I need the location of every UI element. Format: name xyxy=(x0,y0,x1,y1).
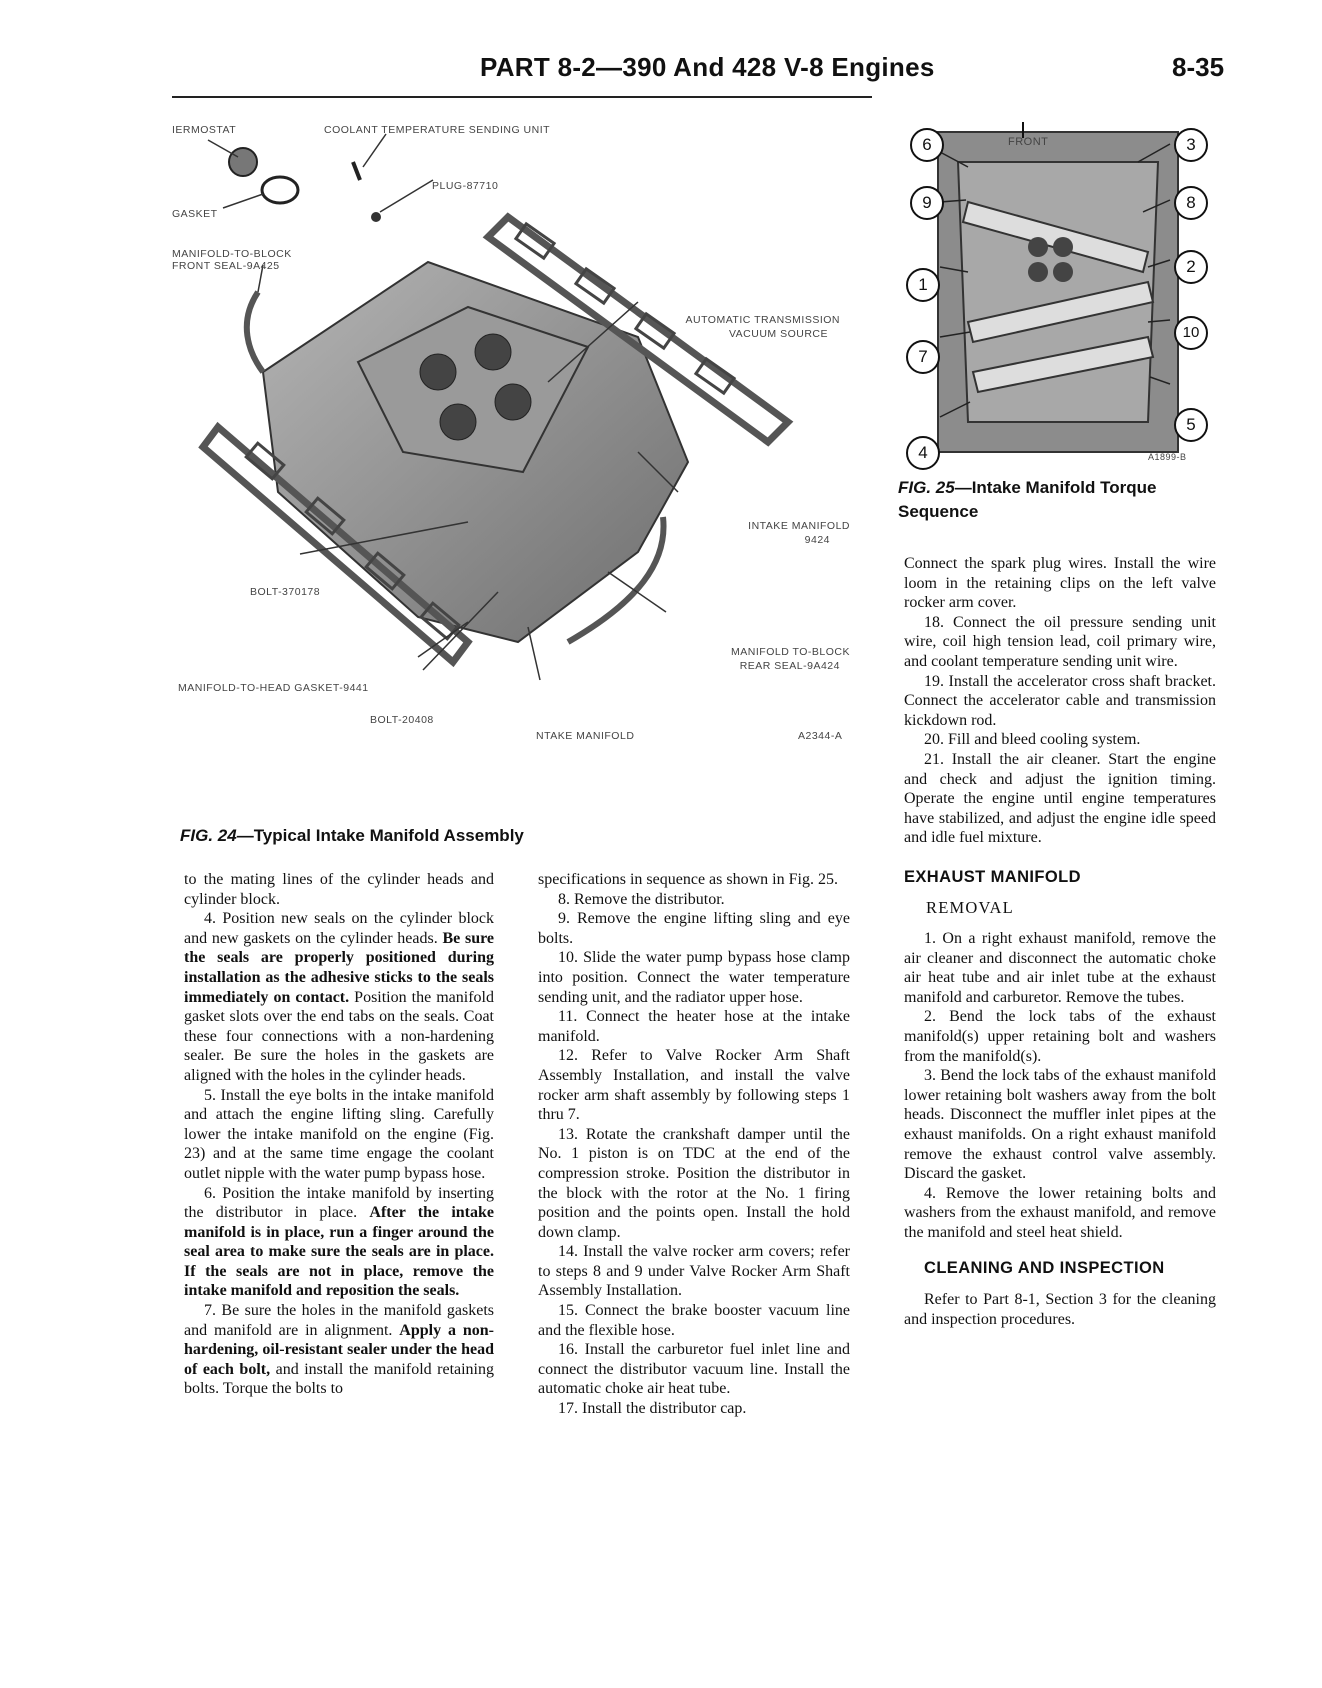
text-column-1 xyxy=(184,870,494,1399)
callout-head-gasket: MANIFOLD-TO-HEAD GASKET-9441 xyxy=(178,682,369,694)
callout-auto-trans-line1: AUTOMATIC TRANSMISSION xyxy=(685,314,840,326)
col2-step-12: 12. Refer to Valve Rocker Arm Shaft Assembly Installation, and install the valve rocker arm shaft assembly by following steps 1 thru 7. xyxy=(538,1047,850,1124)
col1-step-4-c: Position the manifold gasket slots over the end tabs on the seals. Coat these four connections with a non-hardening sealer. Be sure the holes in the gaskets are aligned with the holes in the cylinder heads. xyxy=(184,988,494,1084)
col2-step-16: 16. Install the carburetor fuel inlet line and connect the distributor vacuum line. Install the automatic choke air heat tube. xyxy=(538,1341,850,1398)
col2-step-15: 15. Connect the brake booster vacuum line and the flexible hose. xyxy=(538,1302,850,1339)
col1-step-4-bold: Be sure the seals are properly positioned during installation as the adhesive sticks to the seals immediately on contact. xyxy=(184,929,495,1006)
col2-paragraph-1: specifications in sequence as shown in Fig. 25. xyxy=(538,871,838,888)
col1-paragraph-1: to the mating lines of the cylinder heads and cylinder block. xyxy=(184,871,494,908)
torque-bolt-10: 10 xyxy=(1174,316,1208,350)
exhaust-manifold-heading: EXHAUST MANIFOLD xyxy=(904,867,1081,886)
col2-step-17: 17. Install the distributor cap. xyxy=(558,1400,747,1418)
torque-bolt-6: 6 xyxy=(910,128,944,162)
torque-bolt-9: 9 xyxy=(910,186,944,220)
col3-cleaning-paragraph: Refer to Part 8-1, Section 3 for the cleaning and inspection procedures. xyxy=(904,1291,1216,1328)
torque-bolt-1: 1 xyxy=(906,268,940,302)
torque-bolt-7: 7 xyxy=(906,340,940,374)
col2-step-14: 14. Install the valve rocker arm covers; refer to steps 8 and 9 under Valve Rocker Arm Shaft Assembly Installation. xyxy=(538,1243,850,1300)
callout-bolt-1: BOLT-370178 xyxy=(250,586,321,598)
col1-step-6-a: 6. Position the intake manifold by inserting the distributor in place. xyxy=(184,1184,494,1222)
col3-removal-step-3: 3. Bend the lock tabs of the exhaust manifold lower retaining bolt washers away from the bolt heads. Disconnect the muffler inlet pipes at the exhaust manifolds. On a right exhaust manifold remove the exhaust control valve assembly. Discard the gasket. xyxy=(904,1067,1216,1183)
callout-rear-seal-line2: REAR SEAL-9A424 xyxy=(739,660,840,672)
callout-plug: PLUG-87710 xyxy=(432,180,499,192)
callout-bolt-2: BOLT-20408 xyxy=(370,714,434,726)
callout-auto-trans-line2: VACUUM SOURCE xyxy=(728,328,828,340)
cleaning-inspection-heading: CLEANING AND INSPECTION xyxy=(924,1258,1165,1277)
col1-step-4-a: 4. Position new seals on the cylinder block and new gaskets on the cylinder heads. xyxy=(184,910,494,947)
figure-25-front-label: FRONT xyxy=(1008,136,1049,148)
callout-rear-seal-line1: MANIFOLD TO-BLOCK xyxy=(731,646,850,658)
col3-paragraph-1: Connect the spark plug wires. Install the wire loom in the retaining clips on the left valve rocker arm cover. xyxy=(904,555,1216,612)
torque-bolt-2: 2 xyxy=(1174,250,1208,284)
torque-bolt-4: 4 xyxy=(906,436,940,470)
callout-intake-manifold-line2: 9424 xyxy=(804,534,830,546)
figure-25-caption-number: FIG. 25 xyxy=(898,478,955,497)
callout-intake-manifold-line1: INTAKE MANIFOLD xyxy=(748,520,850,532)
col2-step-11: 11. Connect the heater hose at the intake manifold. xyxy=(538,1008,850,1045)
col2-step-9: 9. Remove the engine lifting sling and eye bolts. xyxy=(538,910,850,947)
callout-thermostat: IERMOSTAT xyxy=(172,124,237,136)
col1-step-6-bold: After the intake manifold is in place, run a finger around the seal area to make sure the seals are in place. If the seals are not in place, remove the intake manifold and reposition the seals. xyxy=(184,1204,495,1300)
col1-step-6 xyxy=(184,1184,494,1302)
torque-bolt-8: 8 xyxy=(1174,186,1208,220)
col3-removal-step-1: 1. On a right exhaust manifold, remove the air cleaner and disconnect the automatic choke air heat tube and air inlet tube at the exhaust manifold and carburetor. Remove the tubes. xyxy=(904,930,1216,1006)
col2-step-8: 8. Remove the distributor. xyxy=(558,890,725,908)
figure-24-caption xyxy=(180,826,524,846)
col3-step-18: 18. Connect the oil pressure sending unit wire, coil high tension lead, coil primary wire, and coolant temperature sending unit wire. xyxy=(904,613,1216,670)
col1-step-5: 5. Install the eye bolts in the intake manifold and attach the engine lifting sling. Carefully lower the intake manifold on the engine (Fig. 23) and at the same time engage the coolant outlet nipple with the water pump bypass hose. xyxy=(184,1086,494,1182)
torque-bolt-3: 3 xyxy=(1174,128,1208,162)
callout-coolant-sending-unit: COOLANT TEMPERATURE SENDING UNIT xyxy=(324,124,551,136)
col2-step-10: 10. Slide the water pump bypass hose clamp into position. Connect the water temperature sending unit, and the radiator upper hose. xyxy=(538,949,850,1006)
figure-24-caption-number: FIG. 24 xyxy=(180,826,237,845)
callout-gasket: GASKET xyxy=(172,208,218,220)
col3-removal-step-2: 2. Bend the lock tabs of the exhaust manifold(s) upper retaining bolt and washers from the manifold(s). xyxy=(904,1008,1216,1065)
callout-front-seal-line2: FRONT SEAL-9A425 xyxy=(172,260,280,272)
col1-step-7-c: and install the manifold retaining bolts. Torque the bolts to xyxy=(184,1360,494,1398)
removal-heading: REMOVAL xyxy=(926,897,1014,917)
col1-step-7-bold: Apply a non-hardening, oil-resistant sealer under the head of each bolt, xyxy=(184,1321,495,1378)
col1-step-4 xyxy=(184,909,494,1085)
col3-step-21: 21. Install the air cleaner. Start the engine and check and adjust the ignition timing. Operate the engine until engine temperatures have stabilized, and adjust the engine idle speed and idle fuel mixture. xyxy=(904,750,1216,847)
col2-step-13: 13. Rotate the crankshaft damper until the No. 1 piston is on TDC at the end of the compression stroke. Position the distributor in the block with the rotor at the No. 1 firing position and the points open. Install the hold down clamp. xyxy=(538,1125,850,1241)
col1-step-7 xyxy=(184,1301,494,1399)
figure-25-caption-text: —Intake Manifold Torque Sequence xyxy=(898,478,1157,521)
callout-front-seal-line1: MANIFOLD-TO-BLOCK xyxy=(172,248,292,260)
header-rule xyxy=(172,96,872,98)
col3-removal-step-4: 4. Remove the lower retaining bolts and washers from the exhaust manifold, and remove the manifold and steel heat shield. xyxy=(904,1184,1216,1241)
page-number: 8-35 xyxy=(1172,52,1225,82)
figure-25-illustration xyxy=(898,122,1213,470)
col3-step-19: 19. Install the accelerator cross shaft bracket. Connect the accelerator cable and transmission kickdown rod. xyxy=(904,672,1216,729)
page-header-title: PART 8-2—390 And 428 V-8 Engines xyxy=(480,52,935,82)
figure-24-caption-text: —Typical Intake Manifold Assembly xyxy=(236,826,524,845)
col1-step-7-a: 7. Be sure the holes in the manifold gaskets and manifold are in alignment. xyxy=(184,1302,494,1339)
torque-bolt-5: 5 xyxy=(1174,408,1208,442)
text-column-2 xyxy=(538,870,850,1419)
callout-intake-manifold-bottom: NTAKE MANIFOLD xyxy=(536,730,635,742)
figure-25-caption xyxy=(898,476,1208,524)
figure-25-id: A1899-B xyxy=(1148,452,1187,462)
col3-step-20: 20. Fill and bleed cooling system. xyxy=(924,731,1141,749)
figure-24-id: A2344-A xyxy=(798,730,843,742)
text-column-3 xyxy=(904,554,1216,1329)
